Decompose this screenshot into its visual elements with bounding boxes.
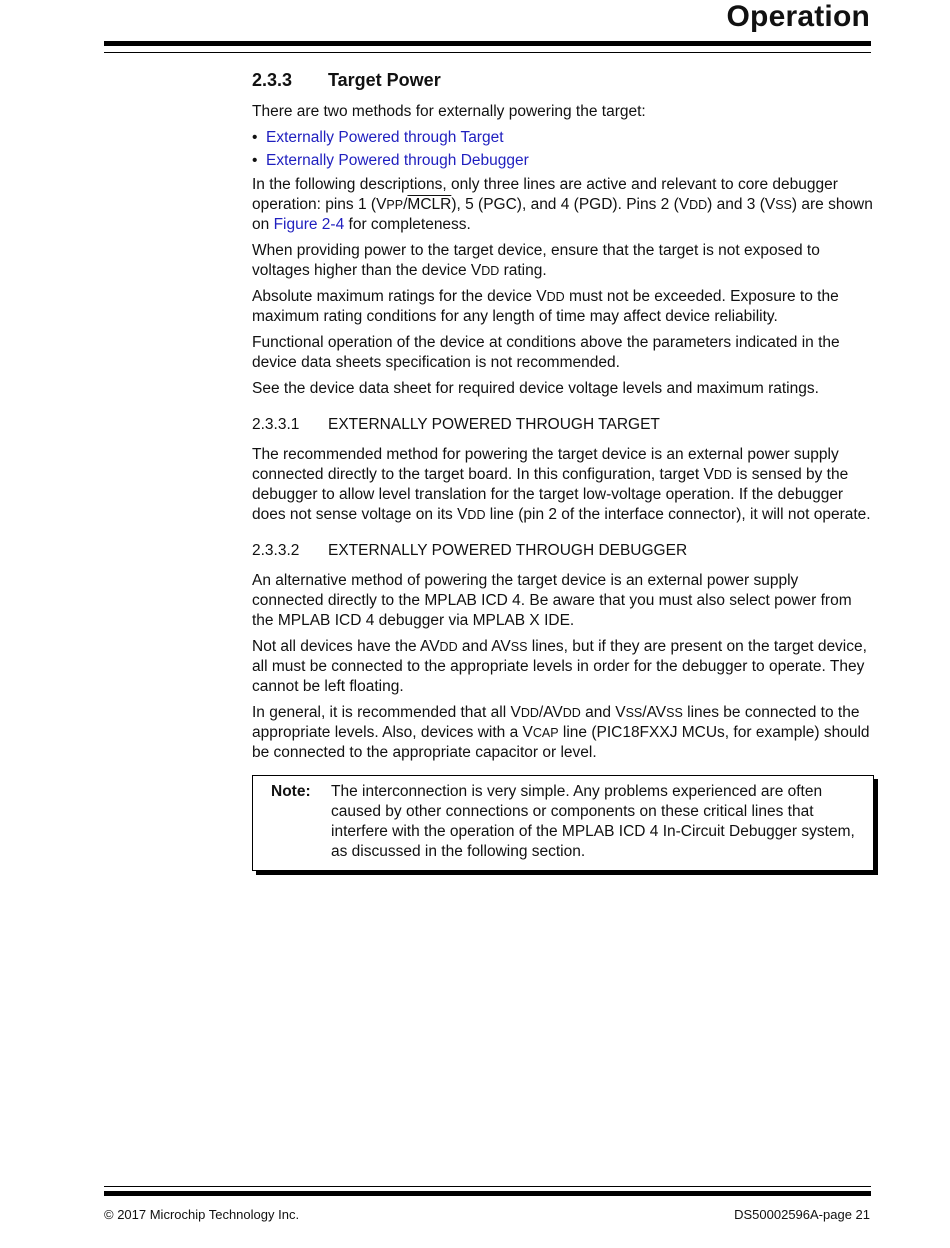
text-run: Not all devices have the AV: [252, 638, 440, 655]
bullet-icon: •: [252, 129, 258, 146]
note-label: Note:: [271, 783, 311, 800]
subscript-text: DD: [713, 468, 732, 482]
subsection-heading-debugger: [252, 541, 874, 561]
link-powered-through-debugger[interactable]: Externally Powered through Debugger: [266, 152, 529, 169]
subsection-title: EXTERNALLY POWERED THROUGH TARGET: [328, 416, 660, 433]
subscript-text: DD: [520, 706, 539, 720]
subscript-text: SS: [510, 640, 528, 654]
link-powered-through-target[interactable]: Externally Powered through Target: [266, 129, 504, 146]
subscript-text: DD: [546, 290, 565, 304]
list-item: [252, 151, 874, 171]
note-text: The interconnection is very simple. Any problems experienced are often caused by other connections or components on these critical lines that interfere with the operation of the MPLAB ICD 4 In-Circuit Debugger system, as discussed in the following section.: [331, 783, 855, 860]
section-number: 2.3.3: [252, 70, 293, 90]
paragraph-see-datasheet: See the device data sheet for required device voltage levels and maximum ratings.: [252, 380, 819, 397]
subscript-text: DD: [439, 640, 458, 654]
text-run: is sensed by the debugger to allow level translation for the target low-voltage operation. If the debugger does not sense voltage on its V: [252, 466, 849, 523]
paragraph-absolute-max: [252, 287, 874, 327]
subscript-text: PP: [386, 198, 404, 212]
text-run: /AV: [642, 704, 667, 721]
text-run: line (PIC18FXXJ MCUs, for example) should be connected to the appropriate capacitor or level.: [252, 724, 870, 761]
subscript-text: SS: [666, 706, 683, 720]
text-run: /AV: [538, 704, 563, 721]
section-heading: [252, 68, 874, 92]
paragraph-through-debugger: An alternative method of powering the target device is an external power supply connected directly to the MPLAB ICD 4. Be aware that you must also select power from the MPLAB ICD 4 debugger via MPLAB X IDE.: [252, 572, 852, 629]
text-run: line (pin 2 of the interface connector), it will not operate.: [485, 506, 871, 523]
text-run: Absolute maximum ratings for the device V: [252, 288, 547, 305]
text-run: In general, it is recommended that all V: [252, 704, 521, 721]
overline-text: MCLR: [407, 196, 452, 213]
text-run: lines, but if they are present on the target device, all must be connected to the appropriate levels in order for the debugger to operate. They cannot be left floating.: [252, 638, 867, 695]
subscript-text: DD: [562, 706, 581, 720]
intro-paragraph: There are two methods for externally powering the target:: [252, 103, 646, 120]
text-run: and AV: [457, 638, 511, 655]
paragraph-descriptions: [252, 175, 874, 235]
subsection-title: EXTERNALLY POWERED THROUGH DEBUGGER: [328, 542, 688, 559]
subscript-text: CAP: [532, 726, 559, 740]
text-run: lines be connected to the appropriate levels. Also, devices with a V: [252, 704, 860, 741]
text-run: must not be exceeded. Exposure to the maximum rating conditions for any length of time may affect device reliability.: [252, 288, 839, 325]
header-rule: [104, 41, 871, 49]
subscript-text: SS: [775, 198, 792, 212]
paragraph-functional-operation: Functional operation of the device at conditions above the parameters indicated in the device data sheets specification is not recommended.: [252, 334, 840, 371]
footer-copyright: © 2017 Microchip Technology Inc.: [104, 1207, 300, 1222]
subscript-text: DD: [689, 198, 708, 212]
list-item: [252, 128, 874, 148]
subscript-text: SS: [625, 706, 643, 720]
note-box: [252, 775, 874, 871]
text-run: /: [403, 196, 408, 213]
footer-rule: [104, 1186, 871, 1192]
text-run: The recommended method for powering the target device is an external power supply connected directly to the target board. In this configuration, target V: [252, 446, 839, 483]
page-header-title: Operation: [726, 0, 870, 33]
text-run: ), 5 (PGC), and 4 (PGD). Pins 2 (V: [451, 196, 690, 213]
subsection-number: 2.3.3.1: [252, 416, 300, 433]
subsection-number: 2.3.3.2: [252, 542, 300, 559]
paragraph-power-warning: [252, 241, 874, 281]
text-run: for completeness.: [344, 216, 471, 233]
subscript-text: DD: [481, 264, 500, 278]
paragraph-through-target: [252, 445, 874, 525]
text-run: ) and 3 (V: [707, 196, 776, 213]
method-list: [252, 128, 874, 171]
text-run: rating.: [499, 262, 547, 279]
text-run: When providing power to the target device, ensure that the target is not exposed to voltages higher than the device V: [252, 242, 820, 279]
section-title: Target Power: [328, 70, 441, 90]
text-run: ) are shown on: [252, 196, 873, 233]
paragraph-avdd-avss: [252, 637, 874, 697]
bullet-icon: •: [252, 152, 258, 169]
subscript-text: DD: [467, 508, 486, 522]
link-figure-2-4[interactable]: Figure 2-4: [273, 216, 345, 233]
subsection-heading-target: [252, 415, 874, 435]
text-run: and V: [580, 704, 626, 721]
page-content: [252, 68, 874, 871]
text-run: In the following descriptions, only three lines are active and relevant to core debugger operation: pins 1 (V: [252, 176, 838, 213]
footer-page-number: DS50002596A-page 21: [734, 1207, 870, 1222]
paragraph-general-recommendation: [252, 703, 874, 763]
